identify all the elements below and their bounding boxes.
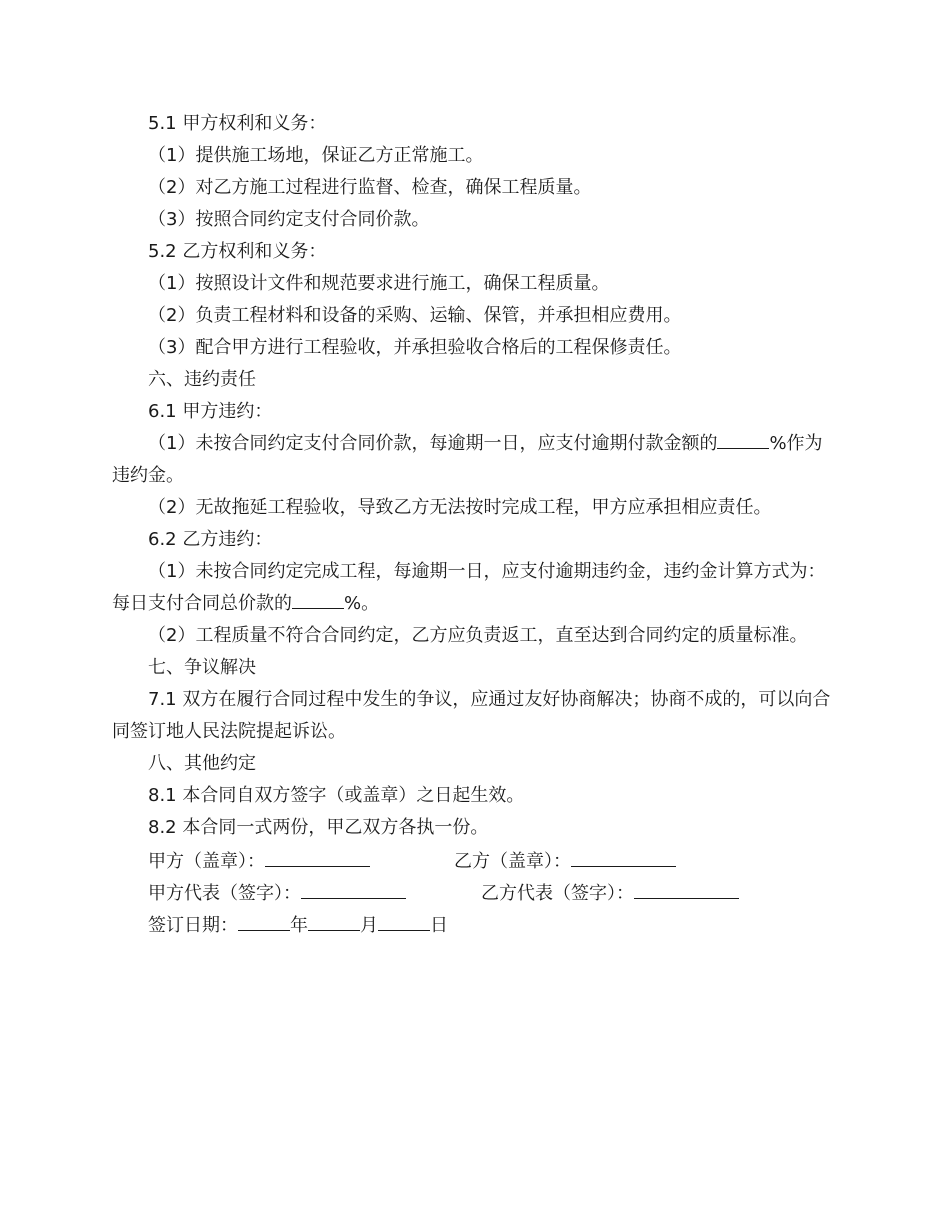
party-b-seal-blank	[571, 849, 676, 867]
party-a-rep-label: 甲方代表（签字）：	[148, 883, 301, 904]
party-b-rep-label: 乙方代表（签字）：	[481, 883, 634, 904]
section-8-1: 8.1 本合同自双方签字（或盖章）之日起生效。	[148, 785, 525, 806]
party-b-seal-group	[454, 849, 754, 873]
section-8-heading: 八、其他约定	[148, 753, 256, 774]
party-a-rep-blank	[301, 881, 406, 899]
party-a-seal-label: 甲方（盖章）：	[148, 851, 265, 872]
section-6-heading: 六、违约责任	[148, 369, 256, 390]
section-5-1-item-3: （3）按照合同约定支付合同价款。	[148, 209, 430, 230]
section-6-2-item-1-text-after: %。	[344, 592, 380, 614]
rate-blank-1	[717, 431, 769, 449]
section-5-1-heading: 5.1 甲方权利和义务：	[148, 113, 327, 134]
day-label: 日	[430, 915, 448, 936]
section-6-2-item-1	[112, 556, 838, 620]
day-blank	[378, 913, 430, 931]
section-5-1-item-2: （2）对乙方施工过程进行监督、检查，确保工程质量。	[148, 177, 592, 198]
section-6-1-item-1	[112, 428, 838, 492]
section-5-1-item-1: （1）提供施工场地，保证乙方正常施工。	[148, 145, 484, 166]
month-blank	[308, 913, 360, 931]
party-b-seal-label: 乙方（盖章）：	[454, 851, 571, 872]
signing-date-row	[112, 913, 838, 937]
year-blank	[238, 913, 290, 931]
section-6-1-item-2: （2）无故拖延工程验收，导致乙方无法按时完成工程，甲方应承担相应责任。	[148, 497, 772, 518]
year-label: 年	[290, 915, 308, 936]
section-6-2-item-2: （2）工程质量不符合合同约定，乙方应负责返工，直至达到合同约定的质量标准。	[148, 625, 808, 646]
month-label: 月	[360, 915, 378, 936]
section-5-2-item-2: （2）负责工程材料和设备的采购、运输、保管，并承担相应费用。	[148, 305, 682, 326]
section-5-2-heading: 5.2 乙方权利和义务：	[148, 241, 327, 262]
section-6-2-heading: 6.2 乙方违约：	[148, 529, 273, 550]
section-6-1-item-1-text-after: %作为违约金。	[112, 433, 823, 486]
section-8-2: 8.2 本合同一式两份，甲乙双方各执一份。	[148, 817, 489, 838]
party-b-rep-blank	[634, 881, 739, 899]
section-7-heading: 七、争议解决	[148, 657, 256, 678]
section-5-2-item-3: （3）配合甲方进行工程验收，并承担验收合格后的工程保修责任。	[148, 337, 682, 358]
section-6-2-item-1-text-before: （1）未按合同约定完成工程，每逾期一日，应支付逾期违约金，违约金计算方式为：每日支付合同总价款的	[112, 561, 826, 614]
section-5-2-item-1: （1）按照设计文件和规范要求进行施工，确保工程质量。	[148, 273, 610, 294]
party-b-rep-group	[481, 881, 781, 905]
section-6-1-heading: 6.1 甲方违约：	[148, 401, 273, 422]
section-7-1: 7.1 双方在履行合同过程中发生的争议，应通过友好协商解决；协商不成的，可以向合同签订地人民法院提起诉讼。	[112, 689, 831, 742]
party-a-seal-blank	[265, 849, 370, 867]
signing-date-label: 签订日期：	[148, 915, 238, 936]
rate-blank-2	[292, 591, 344, 609]
section-6-1-item-1-text-before: （1）未按合同约定支付合同价款，每逾期一日，应支付逾期付款金额的	[148, 433, 718, 454]
